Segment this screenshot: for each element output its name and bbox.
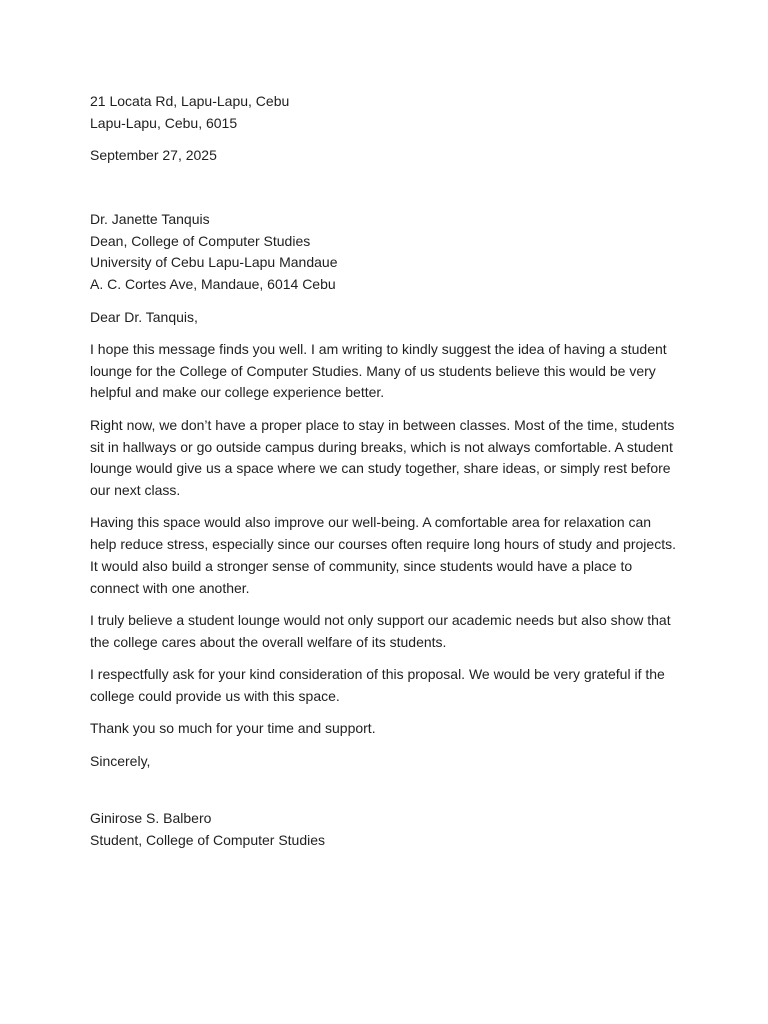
sender-address-line2: Lapu-Lapu, Cebu, 6015 bbox=[90, 114, 238, 131]
recipient-institution: University of Cebu Lapu-Lapu Mandaue bbox=[90, 254, 338, 271]
recipient-address: A. C. Cortes Ave, Mandaue, 6014 Cebu bbox=[90, 276, 336, 293]
body-paragraph-1: I hope this message finds you well. I am writing to kindly suggest the idea of having a student lounge for the College of Computer Studies. Many of us students believe this would be very helpful and make our college experience better. bbox=[90, 340, 667, 401]
signature-name: Ginirose S. Balbero bbox=[90, 810, 212, 827]
body-paragraph-6: Thank you so much for your time and support. bbox=[90, 720, 376, 737]
recipient-title: Dean, College of Computer Studies bbox=[90, 232, 311, 249]
body-paragraph-5: I respectfully ask for your kind consideration of this proposal. We would be very grateful if the college could provide us with this space. bbox=[90, 666, 665, 705]
signature-title: Student, College of Computer Studies bbox=[90, 832, 326, 849]
date-text: September 27, 2025 bbox=[90, 147, 217, 164]
sender-address bbox=[90, 91, 680, 135]
salutation-text: Dear Dr. Tanquis, bbox=[90, 308, 198, 325]
letter-date bbox=[90, 145, 680, 167]
sender-address-line1: 21 Locata Rd, Lapu-Lapu, Cebu bbox=[90, 93, 290, 109]
closing-text: Sincerely, bbox=[90, 752, 151, 769]
body-paragraph-2: Right now, we don’t have a proper place to stay in between classes. Most of the time, students sit in hallways or go outside campus during breaks, which is not always comfortable. A student lounge would give us a space where we can study together, share ideas, or simply rest before our next class. bbox=[90, 416, 675, 499]
body-paragraph-3: Having this space would also improve our well-being. A comfortable area for relaxation can help reduce stress, especially since our courses often require long hours of study and projects. It would also build a stronger sense of community, since students would have a place to connect with one another. bbox=[90, 514, 676, 596]
signature-block bbox=[90, 808, 680, 852]
body-paragraph-4: I truly believe a student lounge would not only support our academic needs but also show that the college cares about the overall welfare of its students. bbox=[90, 612, 671, 650]
recipient-name: Dr. Janette Tanquis bbox=[90, 210, 210, 227]
closing bbox=[90, 751, 680, 773]
recipient-block bbox=[90, 209, 680, 296]
letter-page bbox=[90, 91, 680, 852]
salutation bbox=[90, 307, 680, 329]
